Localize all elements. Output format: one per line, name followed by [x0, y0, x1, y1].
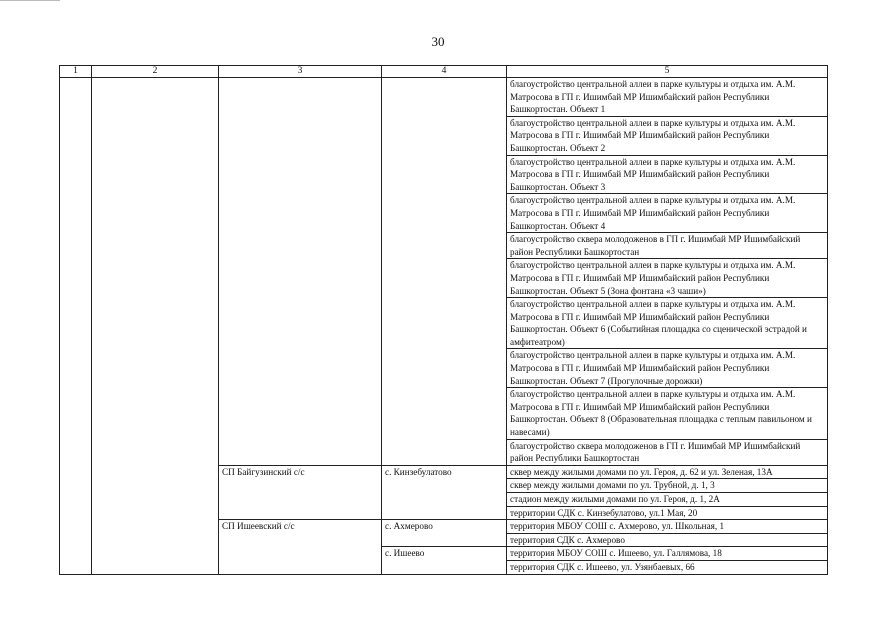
object-cell: сквер между жилыми домами по ул. Героя, д. 62 и ул. Зеленая, 13А — [507, 465, 828, 479]
object-cell: благоустройство сквера молодоженов в ГП г. Ишимбай МР Ишимбайский район Республики Башкортостан — [507, 233, 828, 259]
col-3-cell — [219, 78, 382, 466]
object-cell: благоустройство сквера молодоженов в ГП г. Ишимбай МР Ишимбайский район Республики Башкортостан — [507, 439, 828, 465]
header-col-1: 1 — [60, 66, 92, 78]
header-col-2: 2 — [92, 66, 219, 78]
header-col-3: 3 — [219, 66, 382, 78]
object-cell: стадион между жилыми домами по ул. Героя, д. 1, 2А — [507, 493, 828, 507]
scan-edge-line — [0, 0, 60, 1]
object-cell: благоустройство центральной аллеи в парке культуры и отдыха им. А.М. Матросова в ГП г. Ишимбай МР Ишимбайский район Республики Башкортостан. Объект 1 — [507, 78, 828, 117]
object-cell: благоустройство центральной аллеи в парке культуры и отдыха им. А.М. Матросова в ГП г. Ишимбай МР Ишимбайский район Республики Башкортостан. Объект 6 (Событийная площадка со сценической эстрадой и амфитеатром) — [507, 298, 828, 349]
object-cell: благоустройство центральной аллеи в парке культуры и отдыха им. А.М. Матросова в ГП г. Ишимбай МР Ишимбайский район Республики Башкортостан. Объект 4 — [507, 194, 828, 233]
col-1-cell — [60, 78, 92, 575]
object-cell: благоустройство центральной аллеи в парке культуры и отдыха им. А.М. Матросова в ГП г. Ишимбай МР Ишимбайский район Республики Башкортостан. Объект 7 (Прогулочные дорожки) — [507, 349, 828, 388]
object-cell: территории СДК с. Кинзебулатово, ул.1 Мая, 20 — [507, 506, 828, 520]
object-cell: благоустройство центральной аллеи в парке культуры и отдыха им. А.М. Матросова в ГП г. Ишимбай МР Ишимбайский район Республики Башкортостан. Объект 2 — [507, 116, 828, 155]
col-2-cell — [92, 78, 219, 575]
settlement-cell: СП Байгузинский с/с — [219, 465, 382, 519]
header-row — [60, 66, 828, 78]
col-4-cell — [382, 78, 507, 466]
object-cell: территория МБОУ СОШ с. Ишеево, ул. Галлямова, 18 — [507, 547, 828, 561]
object-cell: территория СДК с. Ахмерово — [507, 533, 828, 547]
object-cell: территория МБОУ СОШ с. Ахмерово, ул. Школьная, 1 — [507, 520, 828, 534]
settlement-cell: СП Ишеевский с/с — [219, 520, 382, 574]
village-cell: с. Ишеево — [382, 547, 507, 574]
table-row — [60, 78, 828, 117]
header-col-5: 5 — [507, 66, 828, 78]
object-cell: благоустройство центральной аллеи в парке культуры и отдыха им. А.М. Матросова в ГП г. Ишимбай МР Ишимбайский район Республики Башкортостан. Объект 3 — [507, 155, 828, 194]
header-col-4: 4 — [382, 66, 507, 78]
village-cell: с. Кинзебулатово — [382, 465, 507, 519]
object-cell: территория СДК с. Ишеево, ул. Узянбаевых, 66 — [507, 560, 828, 574]
objects-table — [59, 65, 828, 575]
object-cell: благоустройство центральной аллеи в парке культуры и отдыха им. А.М. Матросова в ГП г. Ишимбай МР Ишимбайский район Республики Башкортостан. Объект 5 (Зона фонтана «3 чаши») — [507, 259, 828, 298]
object-cell: благоустройство центральной аллеи в парке культуры и отдыха им. А.М. Матросова в ГП г. Ишимбай МР Ишимбайский район Республики Башкортостан. Объект 8 (Образовательная площадка с теплым павильоном и навесами) — [507, 388, 828, 439]
object-cell: сквер между жилыми домами по ул. Трубной, д. 1, 3 — [507, 479, 828, 493]
village-cell: с. Ахмерово — [382, 520, 507, 547]
page-number: 30 — [431, 34, 445, 49]
